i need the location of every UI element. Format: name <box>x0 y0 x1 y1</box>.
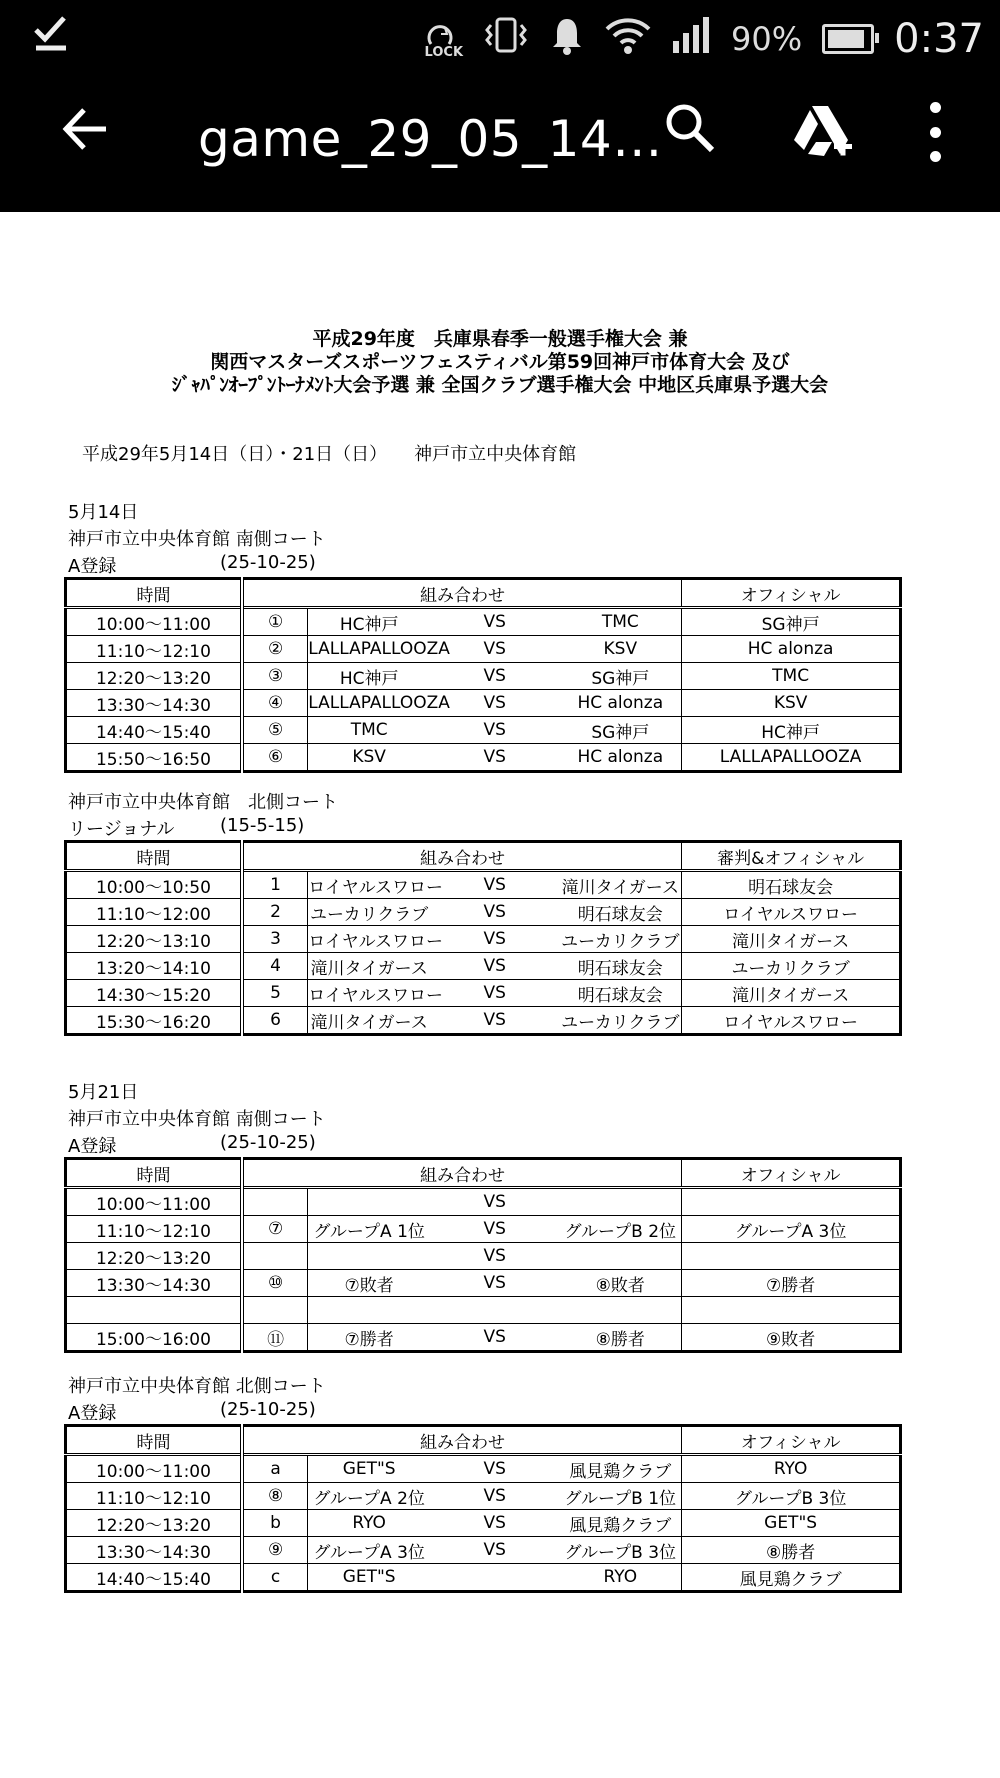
day-heading: 5月14日 <box>68 502 139 523</box>
team-2: グループB 3位 <box>559 1537 681 1564</box>
doc-title-line-1: 平成29年度 兵庫県春季一般選手権大会 兼 <box>312 328 688 350</box>
header-time: 時間 <box>66 1159 242 1188</box>
official: 明石球友会 <box>682 871 901 899</box>
match-time: 12:20～13:20 <box>66 663 242 690</box>
match-time: 10:00～10:50 <box>66 871 242 899</box>
lock-icon <box>425 20 464 59</box>
match-time: 10:00～11:00 <box>66 1455 242 1483</box>
team-1: HC神戸 <box>308 608 430 636</box>
match-time: 15:30～16:20 <box>66 1007 242 1035</box>
match-number: 5 <box>242 980 308 1007</box>
team-2: 滝川タイガース <box>559 871 681 899</box>
table-row <box>66 1243 901 1270</box>
team-1: グループA 1位 <box>308 1216 430 1243</box>
wifi-icon <box>605 15 651 64</box>
match-number: a <box>242 1455 308 1483</box>
table-header-row <box>66 1159 901 1188</box>
official: ロイヤルスワロー <box>682 1007 901 1035</box>
table-row <box>66 1007 901 1035</box>
table-row <box>66 1188 901 1216</box>
official <box>682 1297 901 1324</box>
header-time: 時間 <box>66 842 242 871</box>
match-number <box>242 1243 308 1270</box>
team-1: HC神戸 <box>308 663 430 690</box>
team-2: SG神戸 <box>559 717 681 744</box>
team-1: ロイヤルスワロー <box>308 980 430 1007</box>
match-number: 3 <box>242 926 308 953</box>
division-label: A登録 <box>68 1403 117 1424</box>
team-1 <box>308 1188 430 1216</box>
header-match: 組み合わせ <box>242 579 682 608</box>
team-1: LALLAPALLOOZA <box>308 690 430 717</box>
table-row <box>66 1216 901 1243</box>
match-time: 15:50～16:50 <box>66 744 242 772</box>
day-heading: 5月21日 <box>68 1082 139 1103</box>
match-time: 11:10～12:00 <box>66 899 242 926</box>
team-2: KSV <box>559 636 681 663</box>
header-match: 組み合わせ <box>242 1426 682 1455</box>
table-row <box>66 1564 901 1592</box>
vs-label: VS <box>430 871 559 899</box>
doc-title-line-2: 関西マスターズスポーツフェスティバル第59回神戸市体育大会 及び <box>210 351 790 373</box>
team-2: 明石球友会 <box>559 899 681 926</box>
team-2: ⑧勝者 <box>559 1324 681 1352</box>
match-time: 14:40～15:40 <box>66 1564 242 1592</box>
official: GET"S <box>682 1510 901 1537</box>
division-label: A登録 <box>68 556 117 577</box>
match-number: ④ <box>242 690 308 717</box>
format-label: (25-10-25) <box>220 1399 316 1420</box>
vs-label: VS <box>430 1324 559 1352</box>
table-row <box>66 717 901 744</box>
team-1: ⑦敗者 <box>308 1270 430 1297</box>
match-number: ⑩ <box>242 1270 308 1297</box>
doc-title-line-3: ｼﾞｬﾊﾟﾝｵｰﾌﾟﾝﾄｰﾅﾒﾝﾄ大会予選 兼 全国クラブ選手権大会 中地区兵庫県予選大会 <box>171 374 829 396</box>
official: ロイヤルスワロー <box>682 899 901 926</box>
team-2: HC alonza <box>559 690 681 717</box>
table-row <box>66 1270 901 1297</box>
schedule-table <box>64 577 902 773</box>
vs-label: VS <box>430 744 559 772</box>
table-row <box>66 744 901 772</box>
format-label: (15-5-15) <box>220 815 305 836</box>
table-row <box>66 1324 901 1352</box>
table-row <box>66 663 901 690</box>
match-number: ⑧ <box>242 1483 308 1510</box>
match-number: 4 <box>242 953 308 980</box>
court-heading: 神戸市立中央体育館 南側コート <box>68 529 326 550</box>
table-header-row <box>66 579 901 608</box>
team-1: RYO <box>308 1510 430 1537</box>
official: TMC <box>682 663 901 690</box>
header-official: オフィシャル <box>682 1426 901 1455</box>
vs-label: VS <box>430 1455 559 1483</box>
table-row <box>66 1483 901 1510</box>
table-row <box>66 1297 901 1324</box>
match-time: 11:10～12:10 <box>66 1483 242 1510</box>
header-official: オフィシャル <box>682 1159 901 1188</box>
official: ⑦勝者 <box>682 1270 901 1297</box>
team-1: ⑦勝者 <box>308 1324 430 1352</box>
download-done-icon <box>30 10 74 65</box>
document-page <box>0 212 1000 1778</box>
vs-label: VS <box>430 1510 559 1537</box>
table-row <box>66 899 901 926</box>
date-venue: 平成29年5月14日（日）・21日（日） 神戸市立中央体育館 <box>82 444 577 465</box>
table-row <box>66 926 901 953</box>
official: RYO <box>682 1455 901 1483</box>
table-row <box>66 636 901 663</box>
vs-label: VS <box>430 663 559 690</box>
match-number <box>242 1188 308 1216</box>
match-number: ② <box>242 636 308 663</box>
court-heading: 神戸市立中央体育館 北側コート <box>68 792 338 813</box>
team-1 <box>308 1243 430 1270</box>
schedule-table <box>64 1424 902 1593</box>
official <box>682 1243 901 1270</box>
match-number: ⑪ <box>242 1324 308 1352</box>
official: グループA 3位 <box>682 1216 901 1243</box>
official: ⑧勝者 <box>682 1537 901 1564</box>
team-2 <box>559 1297 681 1324</box>
search-icon[interactable] <box>660 98 720 158</box>
format-label: (25-10-25) <box>220 552 316 573</box>
match-time: 10:00～11:00 <box>66 1188 242 1216</box>
official: 滝川タイガース <box>682 980 901 1007</box>
match-number <box>242 1297 308 1324</box>
clock: 0:37 <box>894 16 984 62</box>
table-row <box>66 1455 901 1483</box>
status-bar <box>0 0 1000 78</box>
app-bar <box>0 78 1000 212</box>
table-row <box>66 871 901 899</box>
official: グループB 3位 <box>682 1483 901 1510</box>
schedule-table <box>64 1157 902 1353</box>
vs-label: VS <box>430 1270 559 1297</box>
table-row <box>66 1537 901 1564</box>
team-1: 滝川タイガース <box>308 1007 430 1035</box>
vs-label: VS <box>430 1216 559 1243</box>
vs-label: VS <box>430 690 559 717</box>
match-number: 6 <box>242 1007 308 1035</box>
vs-label: VS <box>430 1537 559 1564</box>
more-vert-icon[interactable] <box>925 102 945 162</box>
team-2: 明石球友会 <box>559 953 681 980</box>
official: ユーカリクラブ <box>682 953 901 980</box>
team-1 <box>308 1297 430 1324</box>
match-time: 11:10～12:10 <box>66 636 242 663</box>
team-2: ⑧敗者 <box>559 1270 681 1297</box>
court-heading: 神戸市立中央体育館 南側コート <box>68 1109 326 1130</box>
header-time: 時間 <box>66 579 242 608</box>
table-header-row <box>66 842 901 871</box>
division-label: リージョナル <box>68 819 175 840</box>
header-match: 組み合わせ <box>242 1159 682 1188</box>
vs-label: VS <box>430 980 559 1007</box>
court-heading: 神戸市立中央体育館 北側コート <box>68 1376 326 1397</box>
table-row <box>66 690 901 717</box>
match-time: 15:00～16:00 <box>66 1324 242 1352</box>
team-1: GET"S <box>308 1455 430 1483</box>
team-2: ユーカリクラブ <box>559 1007 681 1035</box>
match-number: ⑨ <box>242 1537 308 1564</box>
back-arrow-icon[interactable] <box>60 104 110 164</box>
team-2: 風見鶏クラブ <box>559 1510 681 1537</box>
match-time: 12:20～13:20 <box>66 1510 242 1537</box>
format-label: (25-10-25) <box>220 1132 316 1153</box>
match-time: 10:00～11:00 <box>66 608 242 636</box>
match-time: 13:30～14:30 <box>66 1537 242 1564</box>
team-2: SG神戸 <box>559 663 681 690</box>
team-1: ユーカリクラブ <box>308 899 430 926</box>
vs-label: VS <box>430 1188 559 1216</box>
match-time: 14:30～15:20 <box>66 980 242 1007</box>
schedule-table <box>64 840 902 1036</box>
table-header-row <box>66 1426 901 1455</box>
header-official: オフィシャル <box>682 579 901 608</box>
bell-icon <box>549 15 585 64</box>
vs-label <box>430 1297 559 1324</box>
match-number: 2 <box>242 899 308 926</box>
match-time: 13:20～14:10 <box>66 953 242 980</box>
team-2: ユーカリクラブ <box>559 926 681 953</box>
battery-icon <box>822 24 874 54</box>
match-time <box>66 1297 242 1324</box>
vs-label <box>430 1564 559 1592</box>
vs-label: VS <box>430 926 559 953</box>
official <box>682 1188 901 1216</box>
vs-label: VS <box>430 1243 559 1270</box>
official: SG神戸 <box>682 608 901 636</box>
official: KSV <box>682 690 901 717</box>
match-time: 14:40～15:40 <box>66 717 242 744</box>
team-1: グループA 2位 <box>308 1483 430 1510</box>
match-number: ③ <box>242 663 308 690</box>
team-2: グループB 2位 <box>559 1216 681 1243</box>
official: LALLAPALLOOZA <box>682 744 901 772</box>
header-time: 時間 <box>66 1426 242 1455</box>
official: HC神戸 <box>682 717 901 744</box>
team-2: HC alonza <box>559 744 681 772</box>
official: 滝川タイガース <box>682 926 901 953</box>
team-1: LALLAPALLOOZA <box>308 636 430 663</box>
vs-label: VS <box>430 899 559 926</box>
table-row <box>66 953 901 980</box>
team-2: TMC <box>559 608 681 636</box>
match-number: 1 <box>242 871 308 899</box>
team-1: ロイヤルスワロー <box>308 926 430 953</box>
team-1: KSV <box>308 744 430 772</box>
table-row <box>66 1510 901 1537</box>
header-match: 組み合わせ <box>242 842 682 871</box>
match-number: ⑥ <box>242 744 308 772</box>
team-2: 風見鶏クラブ <box>559 1455 681 1483</box>
table-row <box>66 608 901 636</box>
official: HC alonza <box>682 636 901 663</box>
document-title: game_29_05_14… <box>198 110 663 168</box>
battery-fill <box>828 30 864 48</box>
vs-label: VS <box>430 636 559 663</box>
team-2 <box>559 1243 681 1270</box>
team-2: RYO <box>559 1564 681 1592</box>
vs-label: VS <box>430 1483 559 1510</box>
official: 風見鶏クラブ <box>682 1564 901 1592</box>
lock-label: LOCK <box>424 44 464 60</box>
vs-label: VS <box>430 953 559 980</box>
drive-add-icon[interactable] <box>790 100 854 164</box>
vibrate-icon <box>483 15 529 64</box>
match-number: ⑤ <box>242 717 308 744</box>
match-time: 11:10～12:10 <box>66 1216 242 1243</box>
team-1: グループA 3位 <box>308 1537 430 1564</box>
match-time: 13:30～14:30 <box>66 690 242 717</box>
match-number: c <box>242 1564 308 1592</box>
team-1: GET"S <box>308 1564 430 1592</box>
vs-label: VS <box>430 717 559 744</box>
team-1: ロイヤルスワロー <box>308 871 430 899</box>
team-1: TMC <box>308 717 430 744</box>
match-time: 13:30～14:30 <box>66 1270 242 1297</box>
signal-icon <box>671 15 711 64</box>
team-2: 明石球友会 <box>559 980 681 1007</box>
header-official: 審判&オフィシャル <box>682 842 901 871</box>
team-2 <box>559 1188 681 1216</box>
vs-label: VS <box>430 608 559 636</box>
team-1: 滝川タイガース <box>308 953 430 980</box>
division-label: A登録 <box>68 1136 117 1157</box>
battery-percent: 90% <box>731 20 803 58</box>
match-number: ① <box>242 608 308 636</box>
vs-label: VS <box>430 1007 559 1035</box>
official: ⑨敗者 <box>682 1324 901 1352</box>
match-time: 12:20～13:10 <box>66 926 242 953</box>
match-number: b <box>242 1510 308 1537</box>
match-number: ⑦ <box>242 1216 308 1243</box>
table-row <box>66 980 901 1007</box>
match-time: 12:20～13:20 <box>66 1243 242 1270</box>
team-2: グループB 1位 <box>559 1483 681 1510</box>
